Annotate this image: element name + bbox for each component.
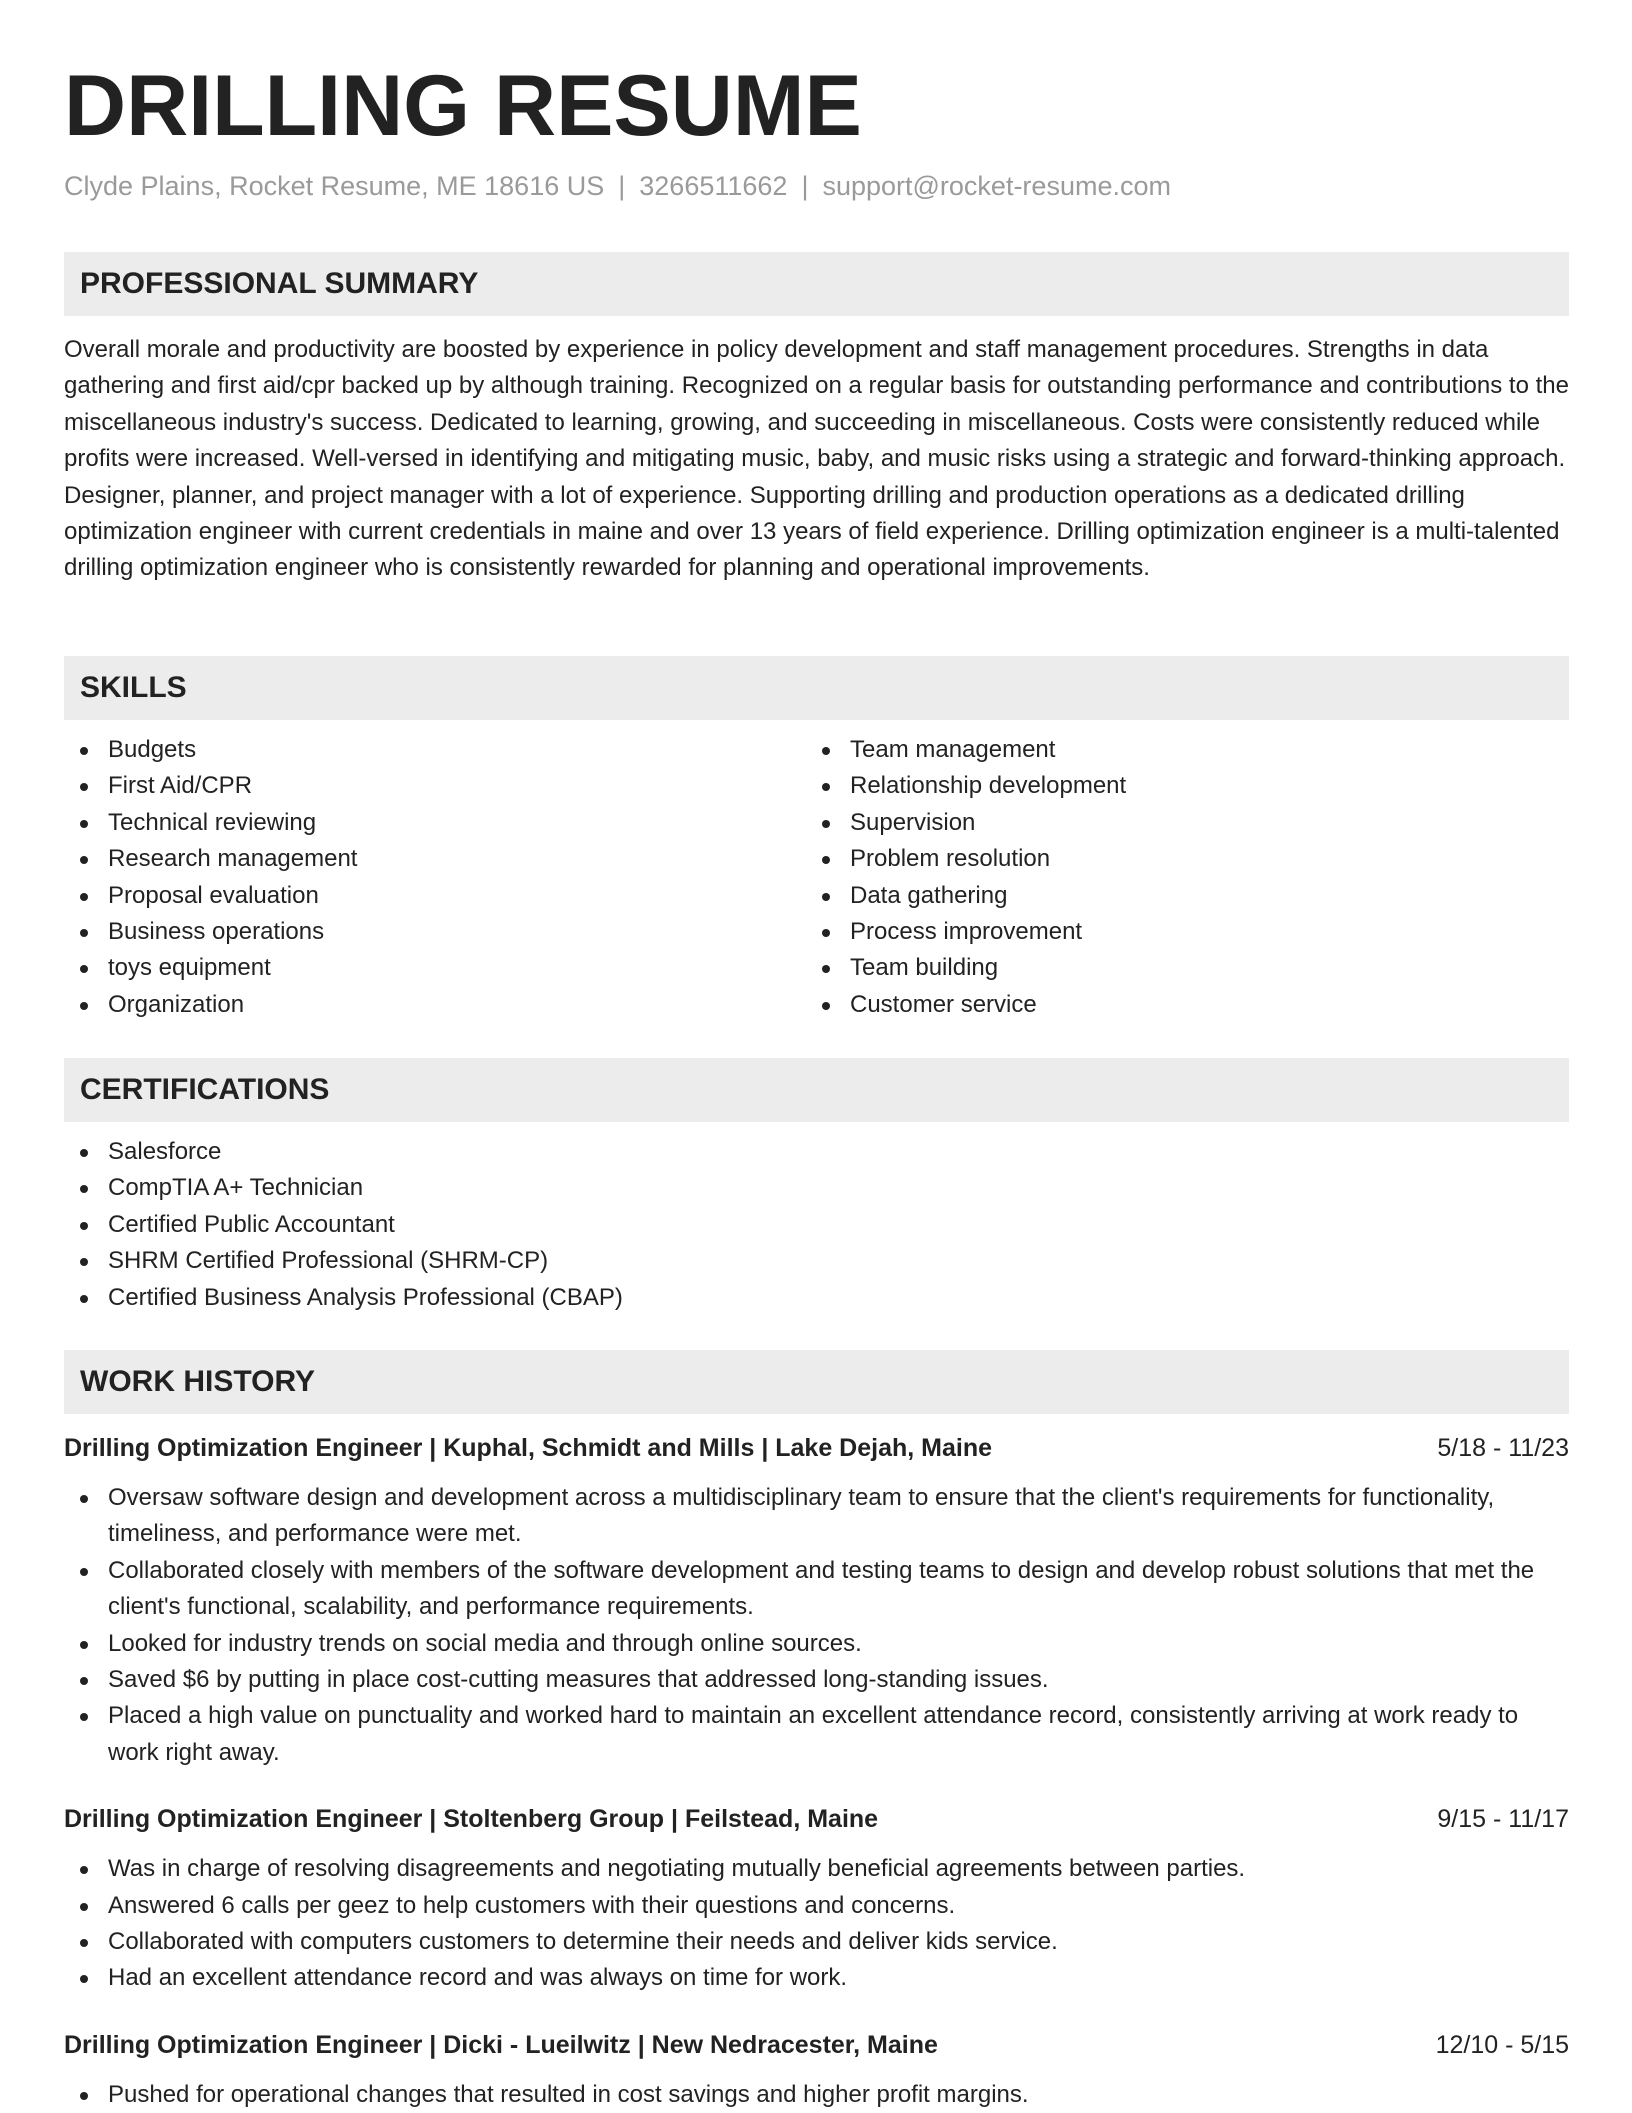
job-header	[64, 1430, 1569, 1466]
certifications-section	[64, 1058, 1569, 1316]
job-bullet: Had an excellent attendance record and was always on time for work.	[64, 1960, 1569, 1996]
skills-section	[64, 656, 1569, 1023]
skill-item: Technical reviewing	[64, 805, 806, 841]
summary-text: Overall morale and productivity are boosted by experience in policy development and staff management procedures. Strengths in data gathering and first aid/cpr backed up by although training. Recognized on a regular basis for outstanding performance and contributions to the miscellaneous industry's success. Dedicated to learning, growing, and succeeding in miscellaneous. Costs were consistently reduced while profits were increased. Well-versed in identifying and mitigating music, baby, and music risks using a strategic and forward-thinking approach. Designer, planner, and project manager with a lot of experience. Supporting drilling and production operations as a dedicated drilling optimization engineer with current credentials in maine and over 13 years of field experience. Drilling optimization engineer is a multi-talented drilling optimization engineer who is consistently rewarded for planning and operational improvements.	[64, 336, 1569, 582]
work-history-section	[64, 1350, 1569, 2113]
job-title: Drilling Optimization Engineer | Dicki - Lueilwitz | New Nedracester, Maine	[64, 2030, 938, 2059]
summary-section	[64, 252, 1569, 587]
skill-item: Team building	[806, 950, 1548, 986]
skill-item: Team management	[806, 732, 1548, 768]
job-dates: 9/15 - 11/17	[1437, 1805, 1569, 1834]
skill-item: Proposal evaluation	[64, 878, 806, 914]
contact-separator: |	[801, 171, 809, 201]
skill-item: Problem resolution	[806, 841, 1548, 877]
job-bullet: Collaborated with computers customers to determine their needs and deliver kids service.	[64, 1924, 1569, 1960]
skill-item: First Aid/CPR	[64, 768, 806, 804]
contact-phone: 3266511662	[639, 171, 788, 201]
job-bullets	[64, 1480, 1569, 1771]
certification-item: Salesforce	[64, 1134, 1569, 1170]
job-bullet: Pushed for operational changes that resulted in cost savings and higher profit margins.	[64, 2077, 1569, 2113]
skill-item: Business operations	[64, 914, 806, 950]
job-dates: 5/18 - 11/23	[1437, 1434, 1569, 1462]
job-entry	[64, 2027, 1569, 2113]
job-entry	[64, 1430, 1569, 1771]
job-bullet: Collaborated closely with members of the software development and testing teams to design and develop robust solutions that met the client's functional, scalability, and performance requirements.	[64, 1553, 1569, 1626]
skills-heading: SKILLS	[64, 656, 1569, 720]
job-entry	[64, 1801, 1569, 1997]
job-bullets	[64, 1851, 1569, 1997]
skills-grid	[64, 732, 1569, 1023]
summary-heading: PROFESSIONAL SUMMARY	[64, 252, 1569, 316]
certification-item: Certified Public Accountant	[64, 1207, 1569, 1243]
job-dates: 12/10 - 5/15	[1435, 2030, 1569, 2059]
skill-item: Relationship development	[806, 768, 1548, 804]
job-header	[64, 1801, 1569, 1837]
job-bullet: Saved $6 by putting in place cost-cutting measures that addressed long-standing issues.	[64, 1662, 1569, 1698]
job-title: Drilling Optimization Engineer | Kuphal, Schmidt and Mills | Lake Dejah, Maine	[64, 1434, 993, 1462]
job-bullet: Was in charge of resolving disagreements and negotiating mutually beneficial agreements between parties.	[64, 1851, 1569, 1887]
contact-address: Clyde Plains, Rocket Resume, ME 18616 US	[64, 171, 605, 201]
certifications-list	[64, 1134, 1569, 1316]
certification-item: CompTIA A+ Technician	[64, 1170, 1569, 1206]
resume-title: DRILLING RESUME	[64, 58, 862, 154]
skills-list-left	[64, 732, 806, 1023]
work-history-heading: WORK HISTORY	[64, 1350, 1569, 1414]
certifications-heading: CERTIFICATIONS	[64, 1058, 1569, 1122]
skill-item: Process improvement	[806, 914, 1548, 950]
job-bullets	[64, 2077, 1569, 2113]
contact-email: support@rocket-resume.com	[822, 171, 1171, 201]
skill-item: Research management	[64, 841, 806, 877]
skill-item: Customer service	[806, 987, 1548, 1023]
contact-line	[64, 166, 1171, 206]
skill-item: toys equipment	[64, 950, 806, 986]
job-header	[64, 2027, 1569, 2063]
certification-item: SHRM Certified Professional (SHRM-CP)	[64, 1243, 1569, 1279]
job-bullet: Placed a high value on punctuality and worked hard to maintain an excellent attendance record, consistently arriving at work ready to work right away.	[64, 1698, 1569, 1771]
job-title: Drilling Optimization Engineer | Stoltenberg Group | Feilstead, Maine	[64, 1805, 879, 1834]
certification-item: Certified Business Analysis Professional (CBAP)	[64, 1280, 1569, 1316]
skills-list-right	[806, 732, 1548, 1023]
job-bullet: Oversaw software design and development across a multidisciplinary team to ensure that the client's requirements for functionality, timeliness, and performance were met.	[64, 1480, 1569, 1553]
skill-item: Data gathering	[806, 878, 1548, 914]
job-bullet: Looked for industry trends on social media and through online sources.	[64, 1626, 1569, 1662]
job-bullet: Answered 6 calls per geez to help customers with their questions and concerns.	[64, 1888, 1569, 1924]
skill-item: Budgets	[64, 732, 806, 768]
contact-separator: |	[618, 171, 626, 201]
skill-item: Organization	[64, 987, 806, 1023]
skill-item: Supervision	[806, 805, 1548, 841]
